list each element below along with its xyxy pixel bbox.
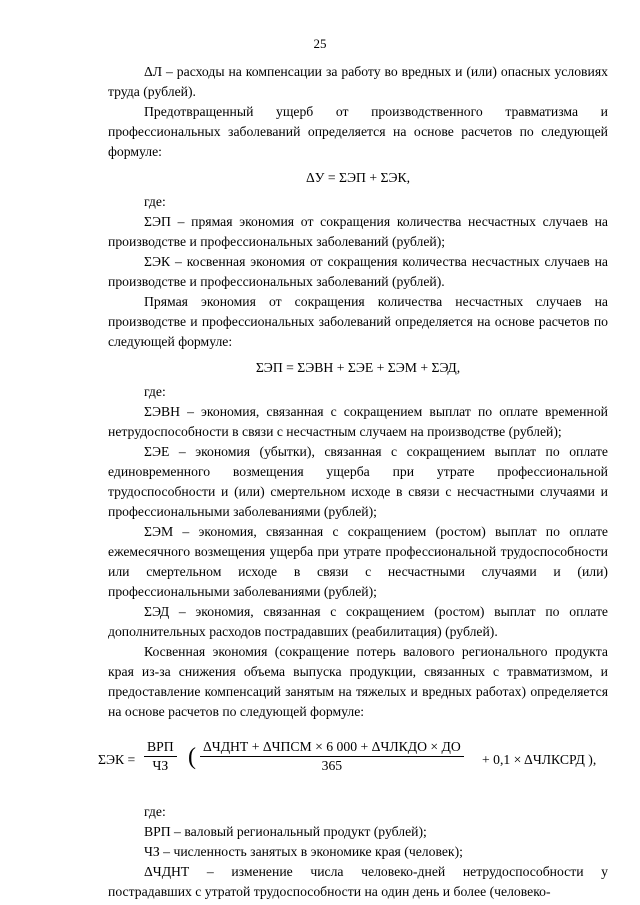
open-parenthesis: ( [188,744,196,770]
formula-lhs: ΣЭК = [98,752,136,767]
definition: ΣЭД – экономия, связанная с сокращением (ростом) выплат по оплате дополнительных расходов пострадавших (реабилитация) (рублей). [108,604,608,639]
definition: ΔЧДНТ – изменение числа человеко-дней нетрудоспособности у пострадавших с утратой трудоспособности на один день и более (человеко- [108,864,608,899]
formula-indirect-savings [98,730,618,788]
fraction-numerator: ВРП [144,738,177,757]
paragraph: Предотвращенный ущерб от производственного травматизма и профессиональных заболеваний определяется на основе расчетов по следующей формуле: [108,104,608,159]
document-body [98,62,608,902]
definition: ВРП – валовый региональный продукт (рублей); [144,824,427,839]
where-label: где: [144,384,166,399]
formula-tail: + 0,1 × ΔЧЛКСРД ), [482,752,597,767]
paragraph: ΔЛ – расходы на компенсации за работу во вредных и (или) опасных условиях труда (рублей). [108,64,608,99]
definition: ΣЭП – прямая экономия от сокращения количества несчастных случаев на производстве и профессиональных заболеваний (рублей); [108,214,608,249]
fraction-numerator: ΔЧДНТ + ΔЧПСМ × 6 000 + ΔЧЛКДО × ДО [200,738,464,757]
definition: ЧЗ – численность занятых в экономике края (человек); [144,844,463,859]
fraction-days-per-year [200,738,464,775]
definition: ΣЭК – косвенная экономия от сокращения количества несчастных случаев на производстве и профессиональных заболеваний (рублей). [108,254,608,289]
formula-delta-u: ΔУ = ΣЭП + ΣЭК, [305,170,411,185]
fraction-denominator: ЧЗ [152,758,169,773]
paragraph: Прямая экономия от сокращения количества несчастных случаев на производстве и профессиональных заболеваний определяется на основе расчетов по следующей формуле: [108,294,608,349]
where-label: где: [144,804,166,819]
page-number: 25 [313,36,327,51]
paragraph: Косвенная экономия (сокращение потерь валового регионального продукта края из-за снижения объема выпуска продукции, связанных с травматизмом, и предоставление компенсаций занятым на тяжелых и вредных работах) определяется на основе расчетов по следующей формуле: [108,644,608,719]
definition: ΣЭЕ – экономия (убытки), связанная с сокращением выплат по оплате единовременного возмещения ущерба при утрате профессиональной трудоспособности и (или) смертельном исходе в связи с несчастными случаями и профессиональными заболеваниями (рублей); [108,444,608,519]
formula-direct-savings: ΣЭП = ΣЭВН + ΣЭЕ + ΣЭМ + ΣЭД, [255,360,461,375]
definition: ΣЭВН – экономия, связанная с сокращением выплат по оплате временной нетрудоспособности в связи с несчастным случаем на производстве (рублей); [108,404,608,439]
fraction-grp-per-employed [144,738,177,775]
where-label: где: [144,194,166,209]
fraction-denominator: 365 [321,758,343,773]
definition: ΣЭМ – экономия, связанная с сокращением (ростом) выплат по оплате ежемесячного возмещения ущерба при утрате профессиональной трудоспособности или смертельном исходе в связи с несчастными случаями и (или) профессиональными заболеваниями (рублей); [108,524,608,599]
